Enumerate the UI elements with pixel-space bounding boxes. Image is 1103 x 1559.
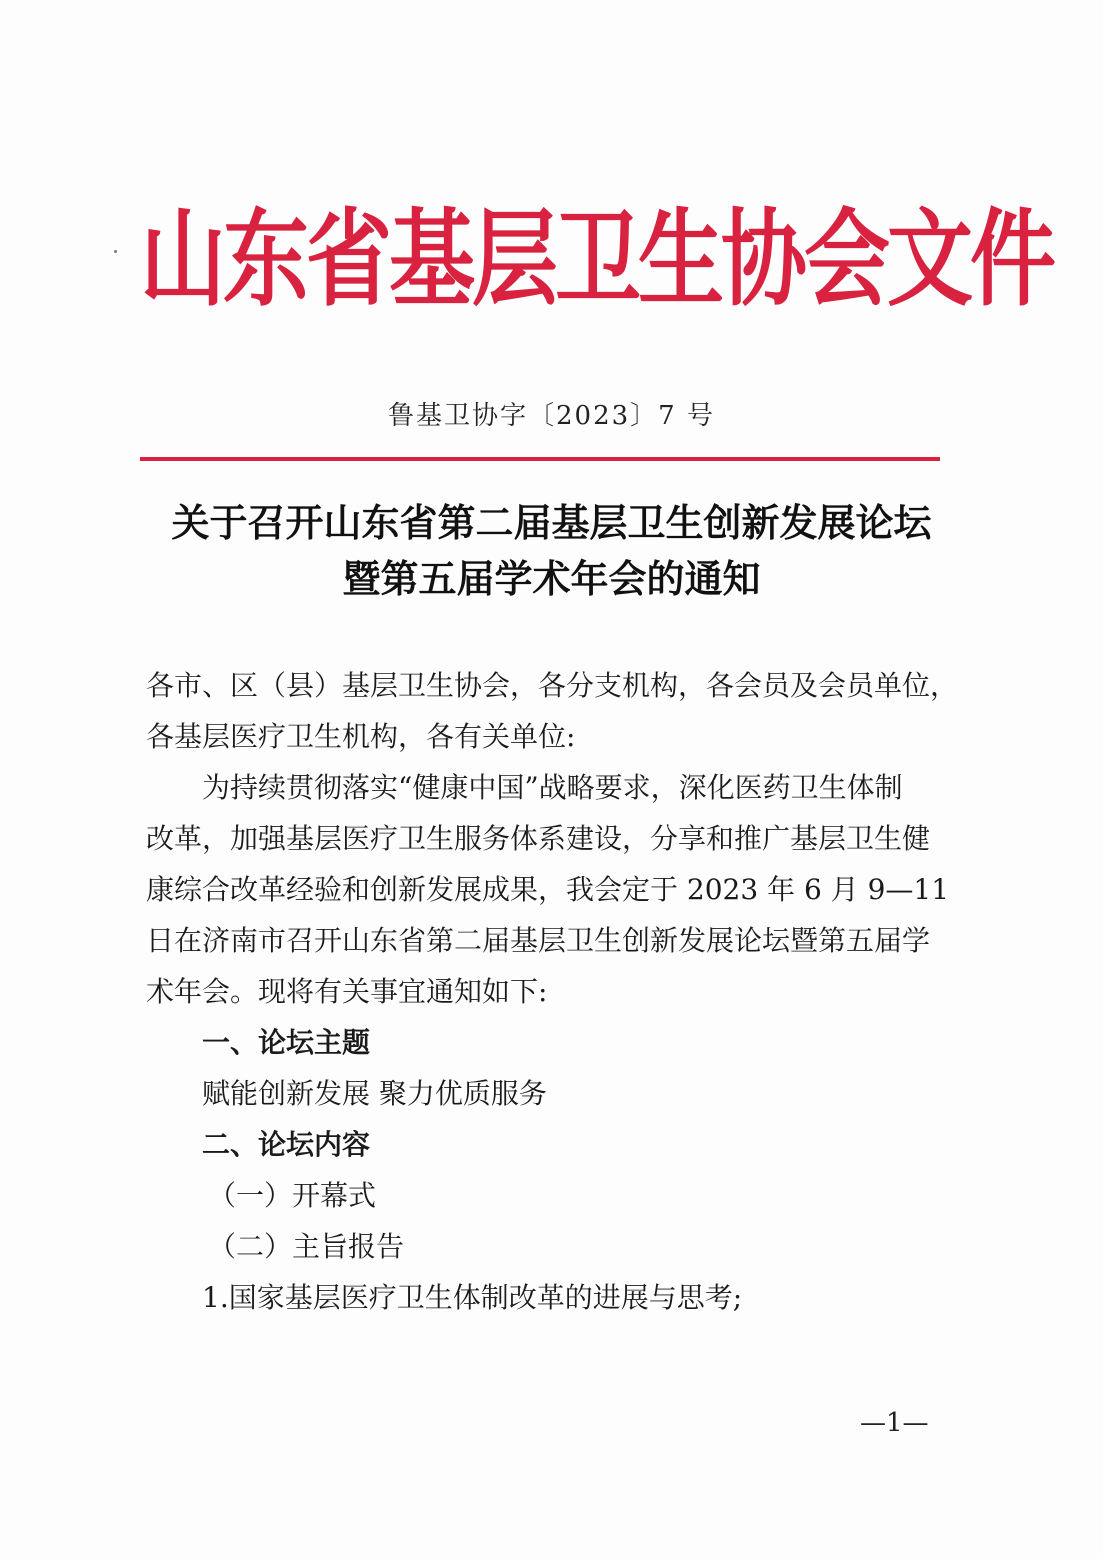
section-2-item-1: 1.国家基层医疗卫生体制改革的进展与思考; bbox=[202, 1281, 743, 1314]
notice-title-line-2: 暨第五届学术年会的通知 bbox=[342, 556, 761, 601]
section-1-content: 赋能创新发展 聚力优质服务 bbox=[202, 1077, 547, 1110]
document-number: 鲁基卫协字〔2023〕7 号 bbox=[388, 401, 715, 431]
red-divider-line bbox=[140, 457, 940, 461]
intro-line-4: 日在济南市召开山东省第二届基层卫生创新发展论坛暨第五届学 bbox=[146, 924, 931, 957]
section-2-heading: 二、论坛内容 bbox=[202, 1128, 371, 1161]
notice-title-line-1: 关于召开山东省第二届基层卫生创新发展论坛 bbox=[171, 500, 932, 545]
intro-line-2: 改革，加强基层医疗卫生服务体系建设，分享和推广基层卫生健 bbox=[146, 822, 931, 855]
intro-line-1: 为持续贯彻落实“健康中国”战略要求，深化医药卫生体制 bbox=[202, 771, 903, 804]
page-number: —1— bbox=[860, 1408, 929, 1438]
recipients-line-2: 各基层医疗卫生机构，各有关单位: bbox=[146, 720, 576, 753]
intro-line-3: 康综合改革经验和创新发展成果，我会定于 2023 年 6 月 9—11 bbox=[146, 873, 950, 906]
intro-line-5: 术年会。现将有关事宜通知如下: bbox=[146, 975, 548, 1008]
section-2-sub-2: （二）主旨报告 bbox=[208, 1230, 405, 1263]
recipients-line-1: 各市、区（县）基层卫生协会，各分支机构，各会员及会员单位， bbox=[146, 669, 959, 702]
scan-speck bbox=[114, 250, 117, 253]
section-2-sub-1: （一）开幕式 bbox=[208, 1179, 377, 1212]
section-1-heading: 一、论坛主题 bbox=[202, 1026, 371, 1059]
masthead-title: 山东省基层卫生协会文件 bbox=[140, 199, 1053, 322]
